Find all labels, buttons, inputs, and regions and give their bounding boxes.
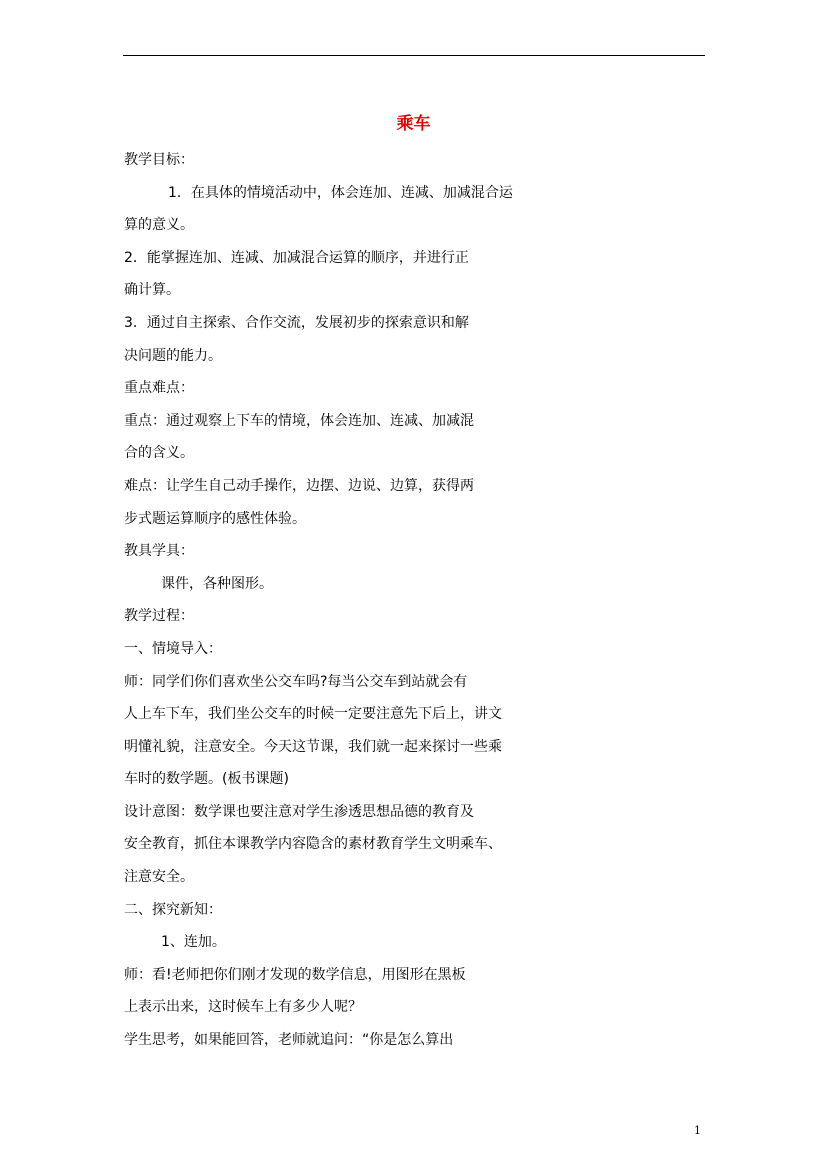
- body-line: 明懂礼貌，注意安全。今天这节课，我们就一起来探讨一些乘: [124, 738, 502, 755]
- document-title: 乘车: [396, 114, 431, 134]
- body-line: 一、情境导入：: [124, 640, 222, 657]
- body-line: 教具学具：: [124, 543, 194, 560]
- body-line: 上表示出来，这时候车上有多少人呢？: [124, 999, 362, 1016]
- body-line: 教学过程：: [124, 608, 194, 625]
- body-line: 教学目标：: [124, 152, 194, 168]
- body-line: 3．通过自主探索、合作交流，发展初步的探索意识和解: [124, 314, 469, 331]
- body-line: 难点：让学生自己动手操作，边摆、边说、边算，获得两: [124, 477, 474, 494]
- page-number: 1: [694, 1124, 701, 1137]
- body-line: 二、探究新知：: [124, 901, 222, 918]
- body-line: 1．在具体的情境活动中，体会连加、连减、加减混合运: [168, 184, 513, 201]
- body-line: 算的意义。: [124, 217, 194, 234]
- body-line: 车时的数学题。(板书课题): [124, 771, 289, 788]
- body-line: 课件，各种图形。: [161, 575, 273, 592]
- body-line: 注意安全。: [124, 869, 194, 886]
- body-line: 学生思考，如果能回答，老师就追问：“你是怎么算出: [124, 1032, 454, 1049]
- body-line: 确计算。: [124, 282, 180, 299]
- body-line: 设计意图：数学课也要注意对学生渗透思想品德的教育及: [124, 803, 474, 820]
- body-line: 1、连加。: [161, 934, 226, 951]
- body-line: 人上车下车，我们坐公交车的时候一定要注意先下后上，讲文: [124, 706, 502, 723]
- body-line: 重点难点：: [124, 380, 194, 397]
- body-line: 步式题运算顺序的感性体验。: [124, 510, 306, 527]
- body-line: 2．能掌握连加、连减、加减混合运算的顺序，并进行正: [124, 249, 469, 266]
- body-line: 重点：通过观察上下车的情境，体会连加、连减、加减混: [124, 412, 474, 429]
- document-body: [124, 150, 714, 1063]
- body-line: 合的含义。: [124, 445, 194, 462]
- body-line: 师：看!老师把你们刚才发现的数学信息，用图形在黑板: [124, 966, 466, 983]
- body-line: 师：同学们你们喜欢坐公交车吗?每当公交车到站就会有: [124, 673, 468, 690]
- body-line: 安全教育，抓住本课教学内容隐含的素材教育学生文明乘车、: [124, 836, 502, 853]
- body-line: 决问题的能力。: [124, 347, 222, 364]
- header-rule: [123, 55, 705, 56]
